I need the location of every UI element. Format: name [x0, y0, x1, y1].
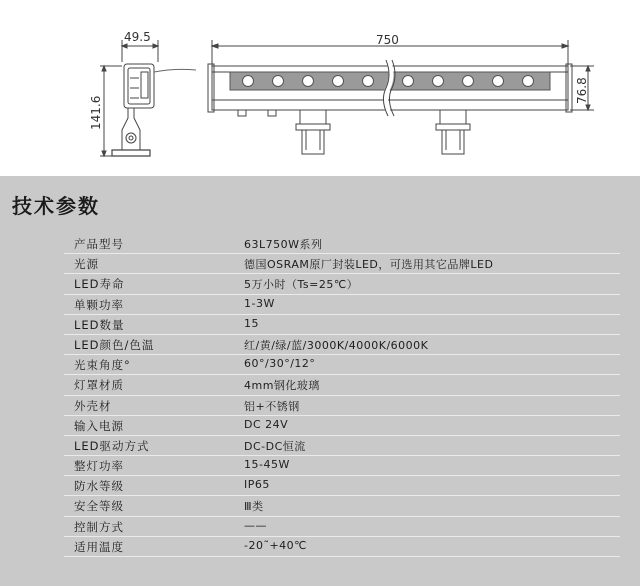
- spec-value: 60°/30°/12°: [244, 357, 316, 371]
- spec-row: [64, 274, 620, 294]
- spec-row: [64, 355, 620, 375]
- spec-title: 技术参数: [12, 194, 100, 218]
- technical-drawing: [0, 0, 640, 176]
- spec-label: 整灯功率: [74, 459, 124, 474]
- dim-height-body-label: 76.8: [575, 77, 589, 104]
- spec-row: [64, 517, 620, 537]
- led-icon: [493, 76, 504, 87]
- led-icon: [243, 76, 254, 87]
- dim-length-label: 750: [376, 33, 399, 47]
- spec-row: [64, 295, 620, 315]
- spec-row: [64, 416, 620, 436]
- spec-row: [64, 335, 620, 355]
- spec-label: 光束角度°: [74, 358, 131, 373]
- spec-row: [64, 476, 620, 496]
- spec-value: 5万小时（Ts=25℃）: [244, 278, 359, 292]
- led-icon: [303, 76, 314, 87]
- spec-value: 德国OSRAM原厂封装LED，可选用其它品牌LED: [244, 258, 494, 272]
- led-icon: [363, 76, 374, 87]
- spec-value: 铝+不锈钢: [244, 399, 300, 413]
- spec-row: [64, 436, 620, 456]
- spec-value: 4mm钢化玻璃: [244, 379, 320, 393]
- spec-row: [64, 375, 620, 395]
- spec-label: LED寿命: [74, 277, 125, 292]
- led-icon: [403, 76, 414, 87]
- dim-width-side-label: 49.5: [124, 30, 151, 44]
- led-icon: [273, 76, 284, 87]
- led-icon: [433, 76, 444, 87]
- spec-value: 1-3W: [244, 296, 275, 310]
- spec-label: 适用温度: [74, 539, 124, 554]
- spec-label: 安全等级: [74, 499, 124, 514]
- spec-label: 灯罩材质: [74, 378, 124, 393]
- spec-label: 光源: [74, 257, 99, 272]
- side-view: [100, 40, 196, 156]
- spec-row: [64, 396, 620, 416]
- spec-value: 63L750W系列: [244, 238, 323, 251]
- spec-label: LED驱动方式: [74, 438, 150, 453]
- led-icon: [463, 76, 474, 87]
- spec-value: Ⅲ类: [244, 500, 264, 514]
- spec-value: 15: [244, 316, 259, 330]
- dim-height-total-label: 141.6: [89, 95, 103, 130]
- spec-label: LED颜色/色温: [74, 337, 155, 352]
- spec-row: [64, 456, 620, 476]
- front-view: [208, 40, 594, 154]
- spec-label: 产品型号: [74, 237, 124, 251]
- bracket-right: [436, 110, 470, 154]
- spec-value: IP65: [244, 478, 270, 492]
- spec-row: [64, 315, 620, 335]
- bracket-left: [296, 110, 330, 154]
- spec-value: -20˜+40℃: [244, 538, 308, 552]
- spec-label: 外壳材: [74, 398, 112, 413]
- spec-table: [64, 234, 620, 557]
- spec-label: 控制方式: [74, 519, 124, 534]
- spec-row: [64, 234, 620, 254]
- spec-label: 防水等级: [74, 479, 124, 494]
- led-icon: [333, 76, 344, 87]
- spec-label: 输入电源: [74, 418, 124, 433]
- led-icon: [523, 76, 534, 87]
- spec-row: [64, 537, 620, 557]
- spec-value: ——: [244, 518, 267, 532]
- spec-value: 红/黄/绿/蓝/3000K/4000K/6000K: [244, 338, 429, 352]
- spec-value: DC-DC恒流: [244, 439, 306, 453]
- drawing-svg: [0, 0, 640, 176]
- spec-value: DC 24V: [244, 417, 289, 431]
- spec-value: 15-45W: [244, 458, 290, 472]
- spec-row: [64, 254, 620, 274]
- spec-row: [64, 496, 620, 516]
- spec-label: 单颗功率: [74, 297, 124, 312]
- spec-panel: [0, 176, 640, 586]
- spec-label: LED数量: [74, 317, 125, 332]
